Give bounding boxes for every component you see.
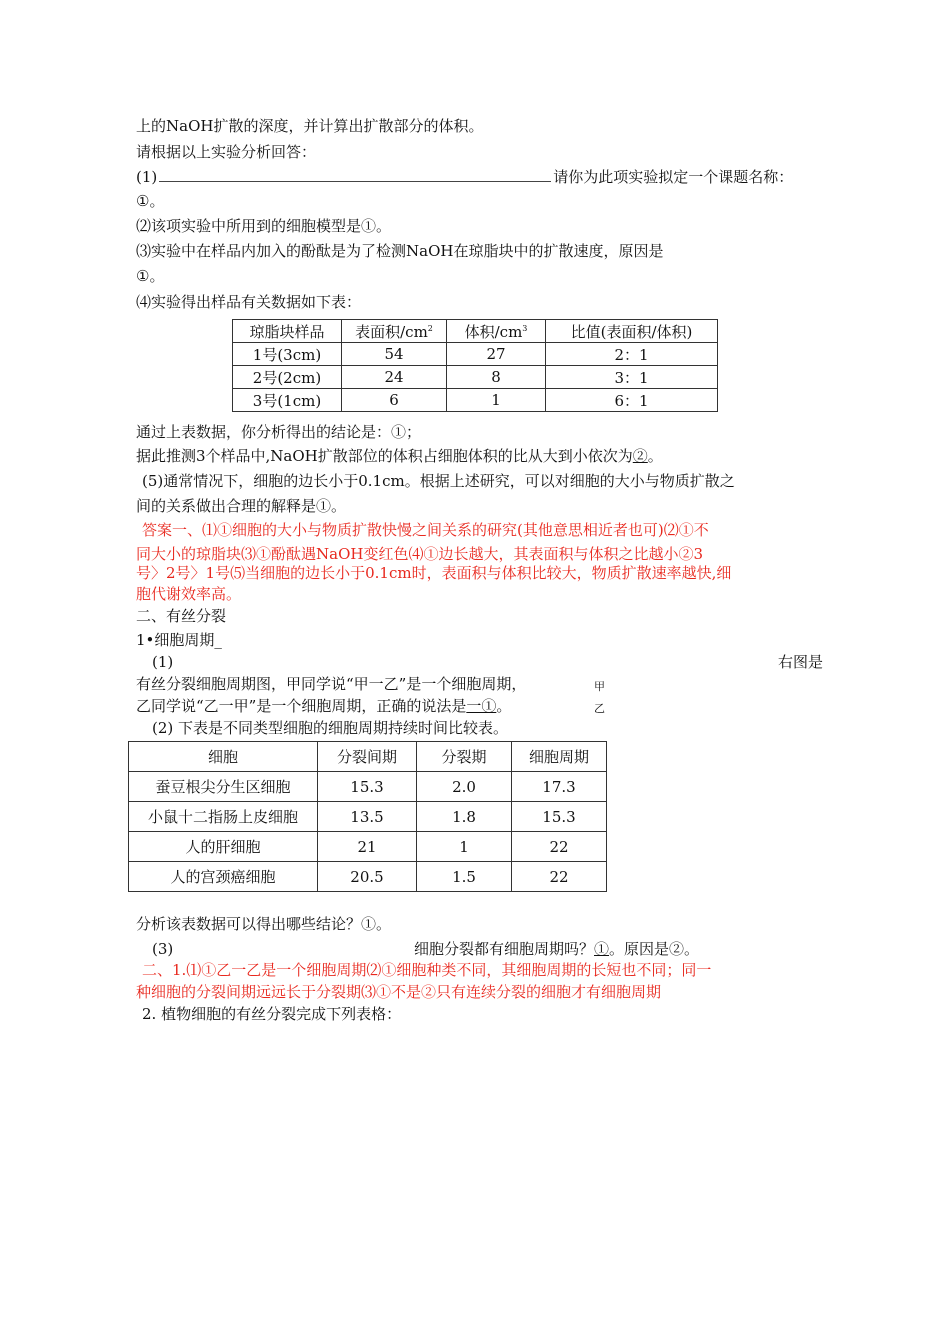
- answer-line: 号〉2号〉1号⑸当细胞的边长小于0.1cm时，表面积与体积比较大，物质扩散速率越快,细: [136, 564, 732, 582]
- answer-marker: ①: [594, 940, 610, 958]
- question-text: 请你为此项实验拟定一个课题名称：: [553, 168, 794, 186]
- table-cell: 人的肝细胞: [129, 832, 318, 862]
- answer-line: 胞代谢效率高。: [136, 585, 242, 603]
- table-cell: 13.5: [318, 802, 417, 832]
- table-cell: 8: [447, 366, 546, 389]
- table-row: [233, 343, 718, 366]
- text-line: (1): [152, 653, 174, 671]
- table-header-cell: 细胞: [129, 742, 318, 772]
- table-header-cell: 分裂期: [417, 742, 512, 772]
- subsection-heading: 1•细胞周期_: [136, 631, 222, 649]
- table-cell: 3号(1cm): [233, 389, 342, 412]
- table-header-row: [129, 742, 607, 772]
- figure-label: 乙: [594, 702, 605, 715]
- text-line: 2. 植物细胞的有丝分裂完成下列表格：: [142, 1005, 402, 1023]
- table-cell: 1: [447, 389, 546, 412]
- text-line: 有丝分裂细胞周期图，甲同学说“甲一乙”是一个细胞周期，: [136, 675, 527, 693]
- table-cell: 小鼠十二指肠上皮细胞: [129, 802, 318, 832]
- text-line: 分析该表数据可以得出哪些结论？①。: [136, 915, 392, 933]
- table-row: [129, 862, 607, 892]
- text-line: 右图是: [778, 653, 824, 671]
- table-header-cell: 表面积$/cm^2$: [342, 320, 447, 343]
- table-cell: 15.3: [512, 802, 607, 832]
- table-cell: 21: [318, 832, 417, 862]
- table-cell: 22: [512, 862, 607, 892]
- table-cell: 1.5: [417, 862, 512, 892]
- table-cell: 15.3: [318, 772, 417, 802]
- text-line: (3): [152, 940, 174, 958]
- table-header-cell: 琼脂块样品: [233, 320, 342, 343]
- table-cell: 2.0: [417, 772, 512, 802]
- answer-marker: ②: [632, 447, 648, 465]
- question-number: (1): [136, 168, 158, 186]
- answer-marker: 一①: [466, 697, 497, 715]
- answer-line: 答案一、⑴①细胞的大小与物质扩散快慢之间关系的研究(其他意思相近者也可)⑵①不: [142, 521, 709, 539]
- text-line: 细胞分裂都有细胞周期吗？①。原因是②。: [414, 940, 700, 958]
- text-line: (5)通常情况下，细胞的边长小于0.1cm。根据上述研究，可以对细胞的大小与物质扩散之: [142, 472, 735, 490]
- table-cell: 3：1: [546, 366, 718, 389]
- table-cell: 2：1: [546, 343, 718, 366]
- table-row: [129, 802, 607, 832]
- table-cell: 20.5: [318, 862, 417, 892]
- figure-label: 甲: [594, 680, 605, 693]
- table-row: [233, 366, 718, 389]
- table-row: [129, 772, 607, 802]
- table-cell: 1号(3cm): [233, 343, 342, 366]
- text-line: 请根据以上实验分析回答：: [136, 143, 317, 161]
- table-cell: 6：1: [546, 389, 718, 412]
- table-cell: 17.3: [512, 772, 607, 802]
- table-row: [233, 389, 718, 412]
- table-header-row: [233, 320, 718, 343]
- table-cell: 27: [447, 343, 546, 366]
- text-line: 间的关系做出合理的解释是①。: [136, 497, 347, 515]
- table-header-cell: 比值(表面积/体积): [546, 320, 718, 343]
- text-line: ⑵该项实验中所用到的细胞模型是①。: [136, 217, 392, 235]
- table-cell: 54: [342, 343, 447, 366]
- text-line: 通过上表数据，你分析得出的结论是：①；: [136, 423, 422, 441]
- table-cell: 6: [342, 389, 447, 412]
- text-line: 上的NaOH扩散的深度，并计算出扩散部分的体积。: [136, 117, 484, 135]
- table-header-cell: 体积$/cm^3$: [447, 320, 546, 343]
- table-header-cell: 分裂间期: [318, 742, 417, 772]
- text-line: 据此推测3个样品中,NaOH扩散部位的体积占细胞体积的比从大到小依次为②。: [136, 447, 663, 465]
- table-cell: 1.8: [417, 802, 512, 832]
- table-row: [129, 832, 607, 862]
- answer-line: 种细胞的分裂间期远远长于分裂期⑶①不是②只有连续分裂的细胞才有细胞周期: [136, 983, 662, 1001]
- answer-blank: [159, 167, 551, 182]
- table-cell: 24: [342, 366, 447, 389]
- text-line: ⑷实验得出样品有关数据如下表：: [136, 293, 362, 311]
- section-heading: 二、有丝分裂: [136, 607, 227, 625]
- table-cell: 人的宫颈癌细胞: [129, 862, 318, 892]
- text-line: ①。: [136, 267, 165, 285]
- answer-line: 二、1.⑴①乙一乙是一个细胞周期⑵①细胞种类不同，其细胞周期的长短也不同；同一: [142, 961, 712, 979]
- text-line: ⑶实验中在样品内加入的酚酞是为了检测NaOH在琼脂块中的扩散速度，原因是: [136, 242, 664, 260]
- answer-line: 同大小的琼脂块⑶①酚酞遇NaOH变红色⑷①边长越大，其表面积与体积之比越小②3: [136, 545, 703, 563]
- cell-cycle-table: [128, 741, 607, 892]
- table-cell: 2号(2cm): [233, 366, 342, 389]
- table-cell: 蚕豆根尖分生区细胞: [129, 772, 318, 802]
- agar-data-table: [232, 319, 718, 412]
- table-cell: 22: [512, 832, 607, 862]
- text-line: (2) 下表是不同类型细胞的细胞周期持续时间比较表。: [152, 719, 509, 737]
- table-cell: 1: [417, 832, 512, 862]
- text-line: ①。: [136, 192, 165, 210]
- text-line: [136, 167, 793, 187]
- text-line: 乙同学说“乙一甲”是一个细胞周期，正确的说法是一①。: [136, 697, 512, 715]
- table-header-cell: 细胞周期: [512, 742, 607, 772]
